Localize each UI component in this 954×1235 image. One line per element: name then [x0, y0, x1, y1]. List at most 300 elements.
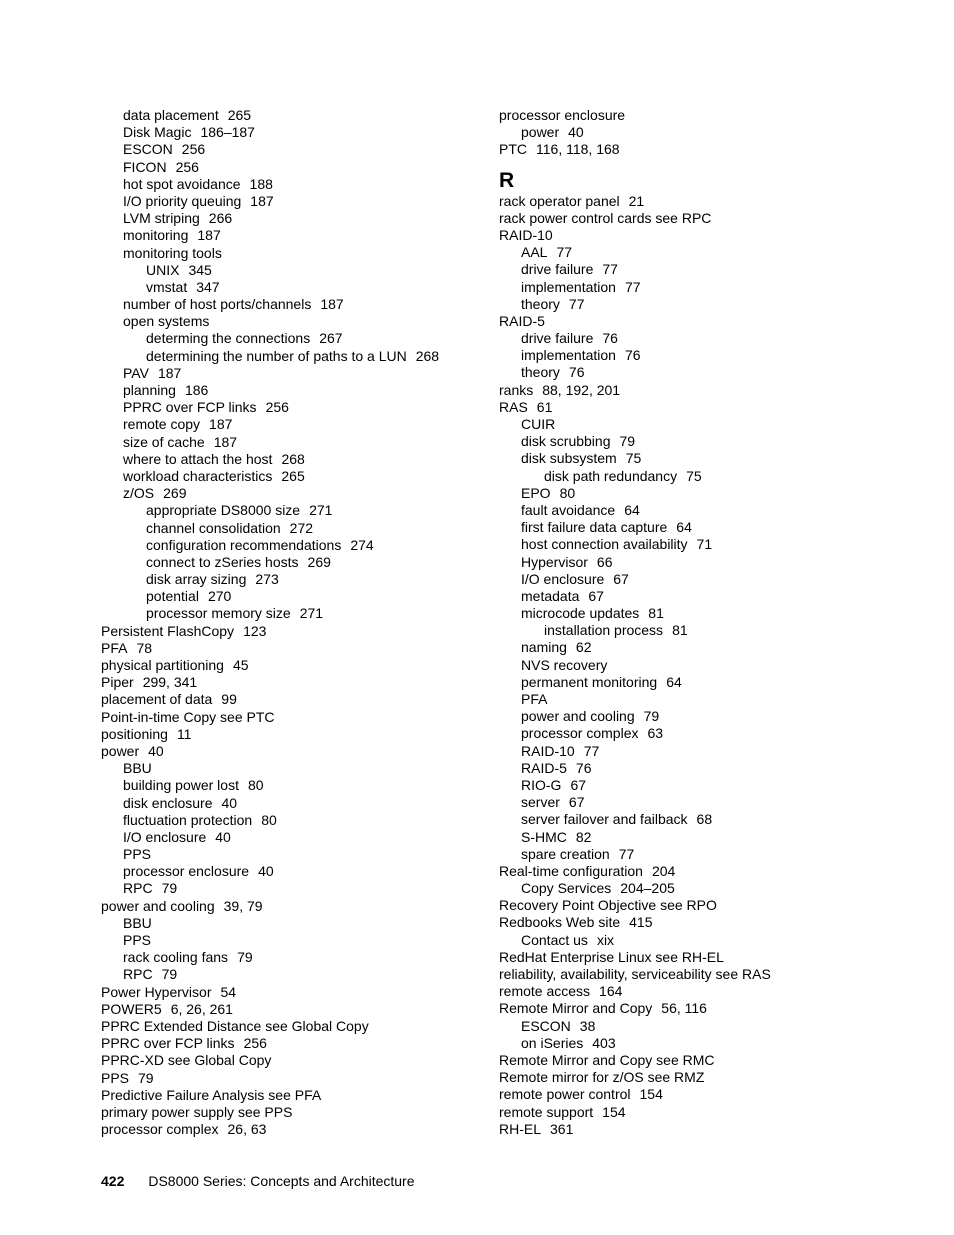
- index-entry: [499, 141, 919, 158]
- index-term: PPRC-XD see Global Copy: [101, 1052, 272, 1069]
- index-page-refs: 75: [625, 450, 642, 467]
- index-entry: [499, 416, 919, 433]
- index-term: reliability, availability, serviceability see RAS: [499, 966, 771, 982]
- index-entry: [101, 451, 481, 468]
- index-page-refs: 39, 79: [223, 897, 263, 914]
- index-term: Piper: [101, 674, 134, 691]
- index-entry: [499, 897, 919, 914]
- index-term: Persistent FlashCopy: [101, 622, 235, 639]
- index-page-refs: 256: [175, 158, 199, 175]
- index-term: S-HMC: [521, 828, 567, 845]
- index-page-refs: 67: [568, 794, 585, 811]
- index-entry: [101, 898, 481, 915]
- index-entry: [499, 588, 919, 605]
- index-term: connect to zSeries hosts: [146, 553, 299, 570]
- index-term: RAID-5: [499, 312, 545, 329]
- index-entry: [499, 1035, 919, 1052]
- index-entry: [101, 1087, 481, 1104]
- index-entry: [101, 657, 481, 674]
- index-entry: [101, 227, 481, 244]
- index-page-refs: 71: [696, 536, 713, 553]
- index-term: open systems: [123, 313, 210, 330]
- index-page-refs: 99: [221, 691, 237, 708]
- index-term: POWER5: [101, 1000, 162, 1017]
- index-page-refs: 79: [138, 1069, 154, 1086]
- index-page-refs: 79: [237, 949, 253, 966]
- index-entry: [499, 811, 919, 828]
- index-entry: [101, 726, 481, 743]
- index-entry: [101, 210, 481, 227]
- index-entry: [499, 829, 919, 846]
- index-entry: [499, 777, 919, 794]
- index-term: rack operator panel: [499, 192, 620, 209]
- index-entry: [499, 657, 919, 674]
- index-entry: [499, 227, 919, 244]
- index-term: remote power control: [499, 1086, 631, 1103]
- index-term: Point-in-time Copy see PTC: [101, 708, 275, 725]
- index-entry: [499, 1121, 919, 1138]
- index-term: disk enclosure: [123, 794, 213, 811]
- index-term: processor complex: [521, 725, 639, 742]
- index-entry: [101, 812, 481, 829]
- index-entry: [499, 846, 919, 863]
- index-entry: [101, 554, 481, 571]
- index-entry: [101, 966, 481, 983]
- index-term: where to attach the host: [123, 450, 273, 467]
- index-page-refs: 79: [619, 433, 636, 450]
- index-entry: [499, 794, 919, 811]
- index-page-refs: 116, 118, 168: [536, 141, 620, 158]
- page-number: 422: [101, 1173, 125, 1189]
- index-entry: [101, 571, 481, 588]
- index-term: remote copy: [123, 416, 201, 433]
- index-term: RH-EL: [499, 1120, 542, 1137]
- index-entry: [499, 210, 919, 227]
- index-term: Contact us: [521, 931, 588, 948]
- index-term: hot spot avoidance: [123, 175, 241, 192]
- index-page-refs: 6, 26, 261: [170, 1000, 233, 1017]
- index-entry: [101, 1035, 481, 1052]
- index-entry: [499, 914, 919, 931]
- index-term: implementation: [521, 278, 616, 295]
- index-entry: [101, 1018, 481, 1035]
- index-entry: [101, 502, 481, 519]
- index-page-refs: 80: [261, 811, 277, 828]
- index-term: installation process: [544, 622, 664, 639]
- index-entry: [499, 863, 919, 880]
- index-term: LVM striping: [123, 210, 200, 227]
- index-page-refs: 274: [350, 536, 374, 553]
- index-term: Remote mirror for z/OS see RMZ: [499, 1069, 705, 1086]
- index-term: first failure data capture: [521, 519, 668, 536]
- index-entry: [499, 743, 919, 760]
- index-page-refs: 187: [209, 416, 233, 433]
- index-page-refs: 154: [639, 1086, 663, 1103]
- index-page-refs: 45: [232, 657, 249, 673]
- index-entry: [101, 709, 481, 726]
- index-entry: [101, 1070, 481, 1087]
- index-term: ranks: [499, 381, 534, 398]
- index-term: processor memory size: [146, 605, 291, 622]
- index-page-refs: 272: [289, 519, 314, 536]
- index-term: ESCON: [521, 1017, 571, 1034]
- index-entry: [101, 1121, 481, 1138]
- index-entry: [499, 725, 919, 742]
- index-page-refs: 256: [181, 141, 206, 158]
- index-page-refs: 79: [161, 880, 178, 897]
- index-page-refs: 56, 116: [661, 1000, 707, 1017]
- index-page-refs: 64: [624, 501, 640, 518]
- index-page-refs: 64: [676, 519, 692, 536]
- index-entry: [499, 708, 919, 725]
- index-term: RPC: [123, 880, 153, 897]
- index-term: Disk Magic: [123, 124, 192, 141]
- index-term: implementation: [521, 347, 616, 364]
- index-page-refs: 76: [602, 330, 618, 347]
- index-term: positioning: [101, 725, 168, 742]
- index-term: potential: [146, 588, 199, 605]
- index-term: metadata: [521, 587, 580, 604]
- index-entry: [101, 107, 481, 124]
- index-page-refs: 271: [309, 502, 333, 519]
- index-entry: [499, 261, 919, 278]
- index-entry: [101, 365, 481, 382]
- index-column-left: [101, 107, 481, 1138]
- index-entry: [499, 1086, 919, 1103]
- index-term: AAL: [521, 244, 548, 261]
- index-page-refs: 269: [163, 485, 187, 502]
- index-term: Remote Mirror and Copy: [499, 1000, 653, 1017]
- index-entry: [499, 760, 919, 777]
- index-entry: [101, 795, 481, 812]
- index-entry: [101, 846, 481, 863]
- index-page-refs: 186–187: [200, 124, 255, 141]
- index-page-refs: 82: [575, 828, 592, 845]
- index-entry: [499, 450, 919, 467]
- index-entry: [499, 313, 919, 330]
- index-term: monitoring: [123, 227, 189, 244]
- index-term: rack power control cards see RPC: [499, 209, 712, 226]
- index-term: processor complex: [101, 1121, 219, 1138]
- index-term: RAID-10: [521, 742, 575, 759]
- index-page-refs: 187: [250, 192, 274, 209]
- index-term: BBU: [123, 914, 152, 931]
- index-term: theory: [521, 364, 560, 381]
- index-entry: [101, 1104, 481, 1121]
- index-page-refs: 75: [686, 467, 702, 484]
- index-entry: [101, 416, 481, 433]
- index-page-refs: 299, 341: [142, 674, 198, 691]
- index-term: Real-time configuration: [499, 862, 643, 879]
- index-term: NVS recovery: [521, 656, 608, 673]
- index-page-refs: 38: [579, 1017, 596, 1034]
- index-page-refs: 79: [161, 966, 178, 983]
- index-term: remote support: [499, 1103, 594, 1120]
- index-page-refs: 154: [602, 1103, 626, 1120]
- index-page-refs: 269: [307, 553, 331, 570]
- index-term: Power Hypervisor: [101, 983, 212, 1000]
- index-page-refs: 79: [643, 708, 660, 725]
- index-page-refs: 345: [188, 261, 212, 278]
- index-term: power: [101, 742, 140, 759]
- index-entry: [499, 433, 919, 450]
- index-entry: [499, 244, 919, 261]
- index-term: vmstat: [146, 278, 188, 295]
- index-entry: [101, 863, 481, 880]
- index-entry: [101, 382, 481, 399]
- index-page-refs: 265: [227, 107, 252, 123]
- index-page-refs: 88, 192, 201: [542, 381, 621, 398]
- index-entry: [499, 949, 919, 966]
- index-page-refs: 187: [197, 227, 221, 244]
- index-term: Redbooks Web site: [499, 914, 621, 931]
- index-page-refs: 76: [575, 759, 592, 776]
- index-entry: [499, 554, 919, 571]
- index-term: channel consolidation: [146, 519, 281, 536]
- index-term: drive failure: [521, 261, 594, 278]
- index-entry: [499, 107, 919, 124]
- index-entry: [101, 760, 481, 777]
- index-entry: [101, 468, 481, 485]
- index-page-refs: 11: [176, 725, 192, 742]
- index-term: monitoring tools: [123, 244, 222, 261]
- index-term: RAS: [499, 398, 528, 415]
- index-term: disk array sizing: [146, 571, 247, 588]
- index-term: data placement: [123, 107, 219, 123]
- index-term: disk scrubbing: [521, 433, 611, 450]
- index-entry: [499, 502, 919, 519]
- index-term: building power lost: [123, 777, 239, 794]
- index-page-refs: 40: [221, 794, 238, 811]
- index-entry: [101, 674, 481, 691]
- index-page-refs: 61: [536, 398, 553, 415]
- index-entry: [101, 1052, 481, 1069]
- index-page-refs: 415: [629, 914, 653, 931]
- index-entry: [499, 1018, 919, 1035]
- index-page-refs: 187: [213, 433, 238, 450]
- index-term: placement of data: [101, 691, 213, 708]
- index-entry: [499, 983, 919, 1000]
- index-term: FICON: [123, 158, 167, 175]
- index-term: processor enclosure: [123, 863, 250, 880]
- index-term: I/O priority queuing: [123, 192, 242, 209]
- index-entry: [101, 640, 481, 657]
- index-page-refs: 403: [592, 1034, 616, 1051]
- index-page-refs: 81: [672, 622, 688, 639]
- index-term: I/O enclosure: [123, 828, 207, 845]
- index-term: RAID-10: [499, 226, 553, 243]
- index-entry: [499, 193, 919, 210]
- index-term: permanent monitoring: [521, 673, 658, 690]
- index-term: EPO: [521, 484, 551, 501]
- index-term: configuration recommendations: [146, 536, 342, 553]
- index-entry: [499, 691, 919, 708]
- index-page-refs: 187: [157, 364, 182, 381]
- index-page-refs: 67: [613, 570, 629, 587]
- index-term: Recovery Point Objective see RPO: [499, 897, 717, 914]
- index-term: determining the number of paths to a LUN: [146, 347, 407, 364]
- index-entry: [101, 348, 481, 365]
- index-entry: [101, 588, 481, 605]
- index-page-refs: 40: [215, 828, 231, 845]
- index-entry: [499, 1052, 919, 1069]
- index-term: on iSeries: [521, 1034, 584, 1051]
- index-entry: [101, 777, 481, 794]
- index-term: fault avoidance: [521, 501, 616, 518]
- index-entry: [499, 571, 919, 588]
- index-entry: [499, 382, 919, 399]
- index-term: disk subsystem: [521, 450, 617, 467]
- index-term: PFA: [101, 639, 128, 656]
- index-page-refs: 361: [550, 1120, 574, 1137]
- index-term: I/O enclosure: [521, 570, 605, 587]
- index-term: BBU: [123, 760, 152, 777]
- index-entry: [499, 468, 919, 485]
- index-page-refs: 64: [666, 673, 682, 690]
- index-term: server failover and failback: [521, 811, 688, 828]
- index-entry: [101, 743, 481, 760]
- index-entry: [499, 1000, 919, 1017]
- index-term: disk path redundancy: [544, 467, 678, 484]
- index-page-refs: 77: [583, 742, 600, 759]
- index-term: PPRC over FCP links: [123, 399, 257, 416]
- index-entry: [499, 364, 919, 381]
- index-entry: [101, 279, 481, 296]
- index-term: PPRC over FCP links: [101, 1035, 235, 1052]
- index-entry: [499, 605, 919, 622]
- index-page-refs: 77: [618, 845, 635, 862]
- index-page-refs: 256: [243, 1035, 267, 1052]
- index-term: ESCON: [123, 141, 173, 158]
- index-term: PPRC Extended Distance see Global Copy: [101, 1017, 369, 1034]
- index-page-refs: 21: [628, 192, 645, 209]
- index-page-refs: 204–205: [620, 880, 675, 897]
- index-entry: [499, 1104, 919, 1121]
- index-page-refs: 76: [568, 364, 585, 381]
- index-term: power: [521, 124, 560, 141]
- index-term: CUIR: [521, 416, 556, 432]
- index-page-refs: 268: [281, 450, 305, 467]
- index-page-refs: 62: [575, 639, 592, 656]
- index-term: power and cooling: [101, 897, 215, 914]
- index-page-refs: 77: [624, 278, 641, 295]
- index-term: PAV: [123, 364, 149, 381]
- index-term: theory: [521, 295, 560, 312]
- index-entry: [101, 159, 481, 176]
- index-page-refs: 267: [319, 330, 343, 347]
- index-page-refs: 123: [243, 622, 267, 639]
- index-term: physical partitioning: [101, 657, 224, 673]
- index-term: server: [521, 794, 560, 811]
- book-title: DS8000 Series: Concepts and Architecture: [148, 1173, 415, 1189]
- index-entry: [101, 485, 481, 502]
- index-entry: [499, 347, 919, 364]
- index-page-refs: 67: [570, 776, 587, 793]
- index-letter-heading: [499, 168, 919, 193]
- index-page-refs: 77: [556, 244, 573, 261]
- index-page-refs: 40: [148, 742, 164, 759]
- index-page-refs: 187: [320, 296, 344, 313]
- index-page-refs: 186: [184, 382, 209, 398]
- index-page-refs: 77: [602, 261, 618, 278]
- index-entry: [101, 520, 481, 537]
- index-term: Remote Mirror and Copy see RMC: [499, 1051, 715, 1068]
- index-entry: [101, 915, 481, 932]
- index-entry: [101, 399, 481, 416]
- index-entry: [101, 932, 481, 949]
- index-term: PPS: [123, 932, 152, 948]
- index-term: Hypervisor: [521, 553, 588, 570]
- index-term: RedHat Enterprise Linux see RH-EL: [499, 948, 724, 965]
- index-page-refs: xix: [596, 931, 615, 948]
- index-entry: [101, 124, 481, 141]
- index-term: RPC: [123, 966, 153, 983]
- index-term: processor enclosure: [499, 107, 626, 123]
- index-page-refs: 347: [196, 278, 220, 295]
- index-entry: [101, 880, 481, 897]
- index-entry: [499, 399, 919, 416]
- page-footer: [101, 1173, 415, 1190]
- index-term: appropriate DS8000 size: [146, 502, 301, 519]
- index-entry: [499, 124, 919, 141]
- index-entry: [499, 536, 919, 553]
- index-entry: [101, 330, 481, 347]
- index-page-refs: 266: [208, 210, 233, 227]
- index-page-refs: 80: [247, 777, 264, 794]
- index-entry: [101, 829, 481, 846]
- index-entry: [101, 262, 481, 279]
- index-page-refs: 66: [596, 553, 613, 570]
- index-term: microcode updates: [521, 605, 640, 622]
- index-page-refs: 265: [281, 467, 305, 484]
- index-page-refs: 256: [265, 399, 289, 416]
- index-entry: [101, 623, 481, 640]
- index-term: power and cooling: [521, 708, 635, 725]
- index-entry: [101, 313, 481, 330]
- index-entry: [101, 691, 481, 708]
- index-page-refs: 67: [588, 587, 604, 604]
- index-term: spare creation: [521, 845, 610, 862]
- index-entry: [101, 537, 481, 554]
- index-entry: [101, 1001, 481, 1018]
- index-entry: [101, 296, 481, 313]
- index-entry: [101, 605, 481, 622]
- index-term: naming: [521, 639, 567, 656]
- index-term: UNIX: [146, 261, 180, 278]
- index-page-refs: 68: [696, 811, 713, 828]
- index-page-refs: 188: [249, 175, 273, 192]
- index-entry: [499, 966, 919, 983]
- index-page-refs: 54: [220, 983, 237, 1000]
- index-term: workload characteristics: [123, 467, 273, 484]
- index-entry: [499, 1069, 919, 1086]
- index-entry: [101, 949, 481, 966]
- index-term: Predictive Failure Analysis see PFA: [101, 1086, 322, 1103]
- index-entry: [499, 639, 919, 656]
- index-page-refs: 40: [568, 124, 584, 141]
- index-page-refs: 77: [568, 295, 585, 312]
- index-term: Copy Services: [521, 880, 612, 897]
- index-entry: [499, 880, 919, 897]
- index-term: PFA: [521, 691, 548, 707]
- index-entry: [499, 296, 919, 313]
- index-entry: [101, 434, 481, 451]
- index-page-refs: 270: [207, 588, 232, 605]
- index-term: RAID-5: [521, 759, 567, 776]
- index-page-refs: 78: [136, 639, 153, 656]
- index-term: rack cooling fans: [123, 949, 229, 966]
- index-entry: [101, 193, 481, 210]
